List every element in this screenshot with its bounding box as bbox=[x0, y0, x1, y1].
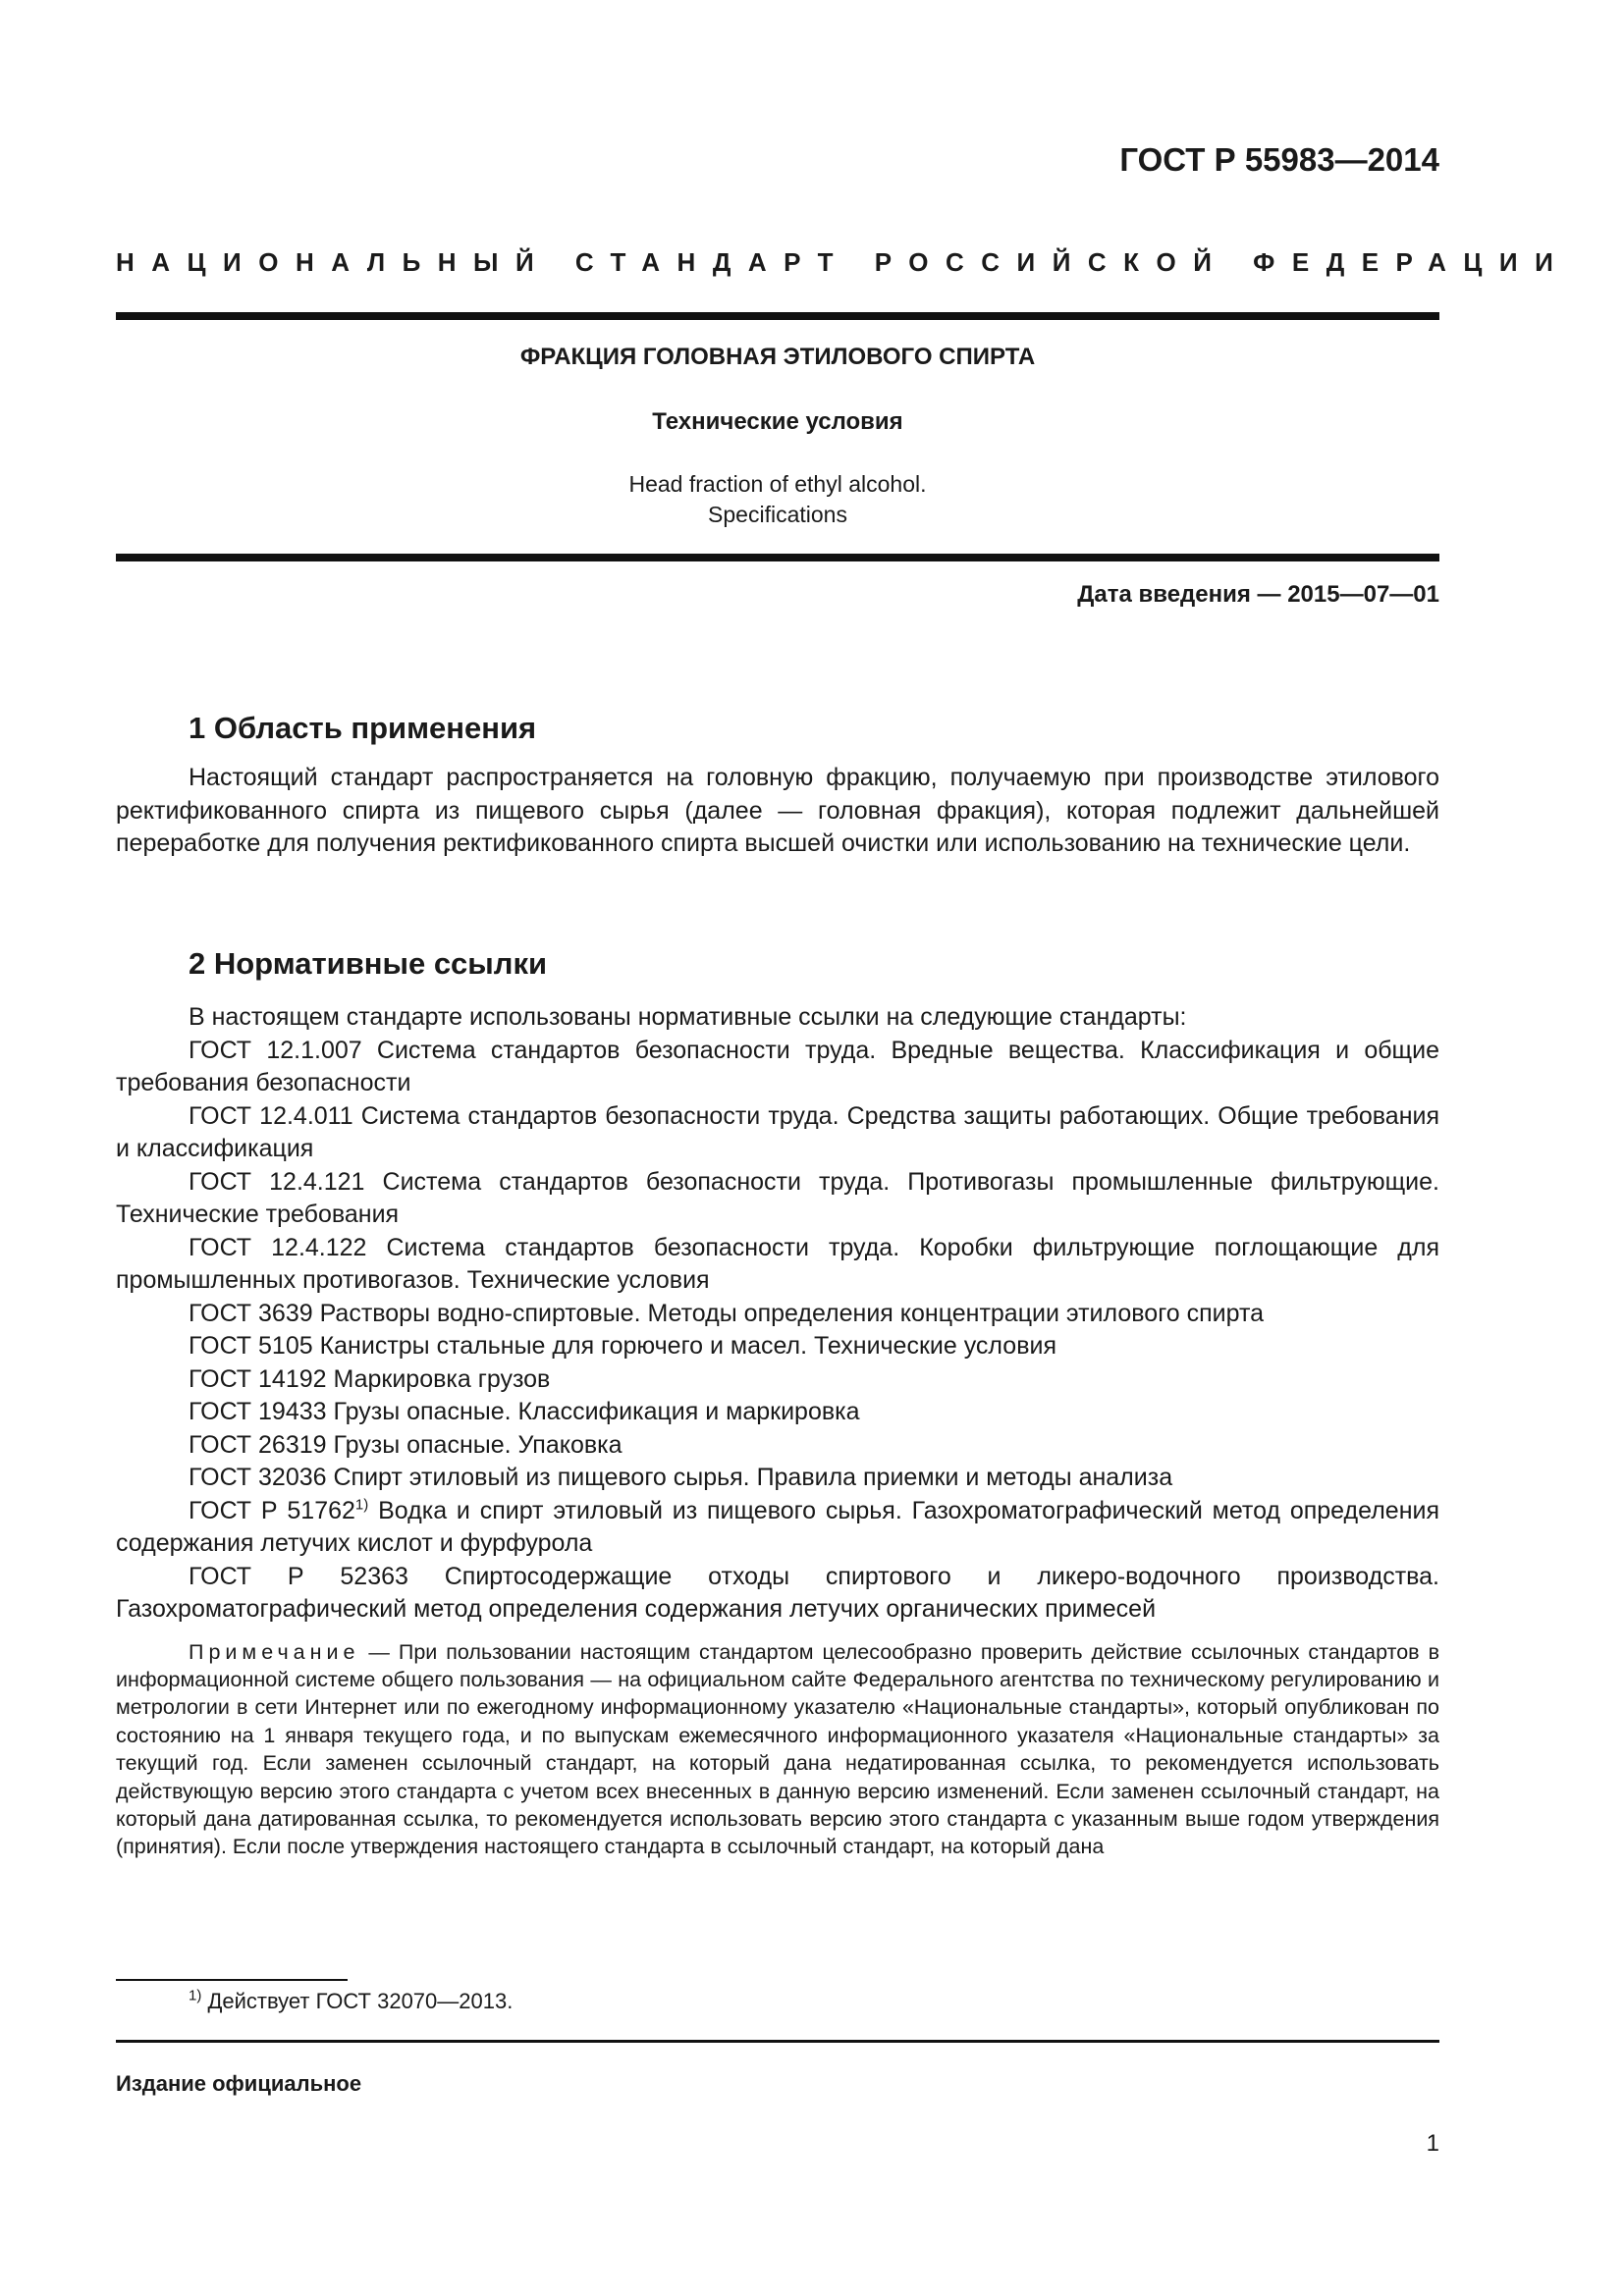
reference-item: ГОСТ 26319 Грузы опасные. Упаковка bbox=[189, 1430, 623, 1459]
reference-item: ГОСТ 32036 Спирт этиловый из пищевого сырья. Правила приемки и методы анализа bbox=[189, 1464, 1173, 1491]
official-edition-label: Издание официальное bbox=[116, 2071, 362, 2096]
national-standard-heading: НАЦИОНАЛЬНЫЙ СТАНДАРТ РОССИЙСКОЙ ФЕДЕРАЦИИ bbox=[116, 247, 1571, 277]
references-list bbox=[116, 1001, 1439, 1861]
section-normative-references bbox=[116, 946, 1439, 1861]
section-1-text: Настоящий стандарт распространяется на головную фракцию, получаемую при производстве этилового ректификованного спирта из пищевого сырья (далее — головная фракция), которая подлежит дальнейшей переработке для получения ректификованного спирта высшей очистки или использованию на технические цели. bbox=[116, 764, 1439, 857]
footnote-marker: 1) bbox=[354, 1496, 369, 1514]
document-number: ГОСТ Р 55983—2014 bbox=[1119, 141, 1439, 178]
reference-item: ГОСТ 5105 Канистры стальные для горючего и масел. Технические условия bbox=[189, 1332, 1056, 1360]
title-bottom-rule bbox=[116, 554, 1439, 561]
page-number: 1 bbox=[1426, 2130, 1439, 2157]
reference-item-51762 bbox=[116, 1495, 1439, 1561]
reference-item: ГОСТ 3639 Растворы водно-спиртовые. Методы определения концентрации этилового спирта bbox=[189, 1299, 1265, 1327]
document-title: ФРАКЦИЯ ГОЛОВНАЯ ЭТИЛОВОГО СПИРТА bbox=[519, 344, 1036, 370]
references-intro: В настоящем стандарте использованы нормативные ссылки на следующие стандарты: bbox=[189, 1003, 1187, 1031]
reference-item: ГОСТ 12.4.011 Система стандартов безопасности труда. Средства защиты работающих. Общие требования и классификация bbox=[116, 1101, 1439, 1162]
note-text: — При пользовании настоящим стандартом целесообразно проверить действие ссылочных стандартов в информационной системе общего пользования — на официальном сайте Федерального агентства по техническому регулированию и метрологии в сети Интернет или по ежегодному информационному указателю «Национальные стандарты», который опубликован по состоянию на 1 января текущего года, и по выпускам ежемесячного информационного указателя «Национальные стандарты» за текущий год. Если заменен ссылочный стандарт, на который дана недатированная ссылка, то рекомендуется использовать действующую версию этого стандарта с учетом всех внесенных в данную версию изменений. Если заменен ссылочный стандарт, на который дана датированная ссылка, то рекомендуется использовать версию этого стандарта с указанным выше годом утверждения (принятия). Если после утверждения настоящего стандарта в ссылочный стандарт, на который дана bbox=[116, 1639, 1439, 1859]
note-paragraph bbox=[116, 1638, 1439, 1861]
document-subtitle: Технические условия bbox=[652, 408, 903, 435]
english-title-line-2: Specifications bbox=[708, 502, 847, 527]
section-scope bbox=[116, 711, 1439, 861]
note-label: Примечание bbox=[189, 1639, 360, 1664]
reference-51762-text: Водка и спирт этиловый из пищевого сырья. Газохроматографический метод определения содержания летучих кислот и фурфурола bbox=[116, 1496, 1440, 1557]
reference-item: ГОСТ 19433 Грузы опасные. Классификация и маркировка bbox=[189, 1398, 860, 1425]
footnote bbox=[189, 1989, 513, 2014]
footnote-text: Действует ГОСТ 32070—2013. bbox=[201, 1989, 514, 2013]
reference-item: ГОСТ 12.4.122 Система стандартов безопасности труда. Коробки фильтрующие поглощающие для промышленных противогазов. Технические условия bbox=[116, 1233, 1439, 1294]
top-thick-rule bbox=[116, 312, 1439, 320]
section-1-heading: 1 Область применения bbox=[189, 711, 537, 745]
english-title bbox=[116, 469, 1439, 530]
introduction-date: Дата введения — 2015—07—01 bbox=[1077, 581, 1439, 608]
reference-item: ГОСТ 14192 Маркировка грузов bbox=[189, 1364, 551, 1393]
reference-item: ГОСТ 12.4.121 Система стандартов безопасности труда. Противогазы промышленные фильтрующие. Технические требования bbox=[116, 1167, 1439, 1228]
reference-51762-code: ГОСТ Р 51762 bbox=[189, 1496, 355, 1524]
reference-item: ГОСТ Р 52363 Спиртосодержащие отходы спиртового и ликеро-водочного производства. Газохроматографический метод определения содержания летучих органических примесей bbox=[116, 1562, 1439, 1623]
footnote-number: 1) bbox=[189, 1987, 202, 2004]
section-2-heading: 2 Нормативные ссылки bbox=[189, 946, 548, 981]
english-title-line-1: Head fraction of ethyl alcohol. bbox=[628, 471, 927, 497]
reference-item: ГОСТ 12.1.007 Система стандартов безопасности труда. Вредные вещества. Классификация и общие требования безопасности bbox=[116, 1036, 1439, 1096]
footnote-separator bbox=[116, 1979, 348, 1981]
footer-rule bbox=[116, 2040, 1439, 2043]
document-page bbox=[116, 0, 1571, 2296]
